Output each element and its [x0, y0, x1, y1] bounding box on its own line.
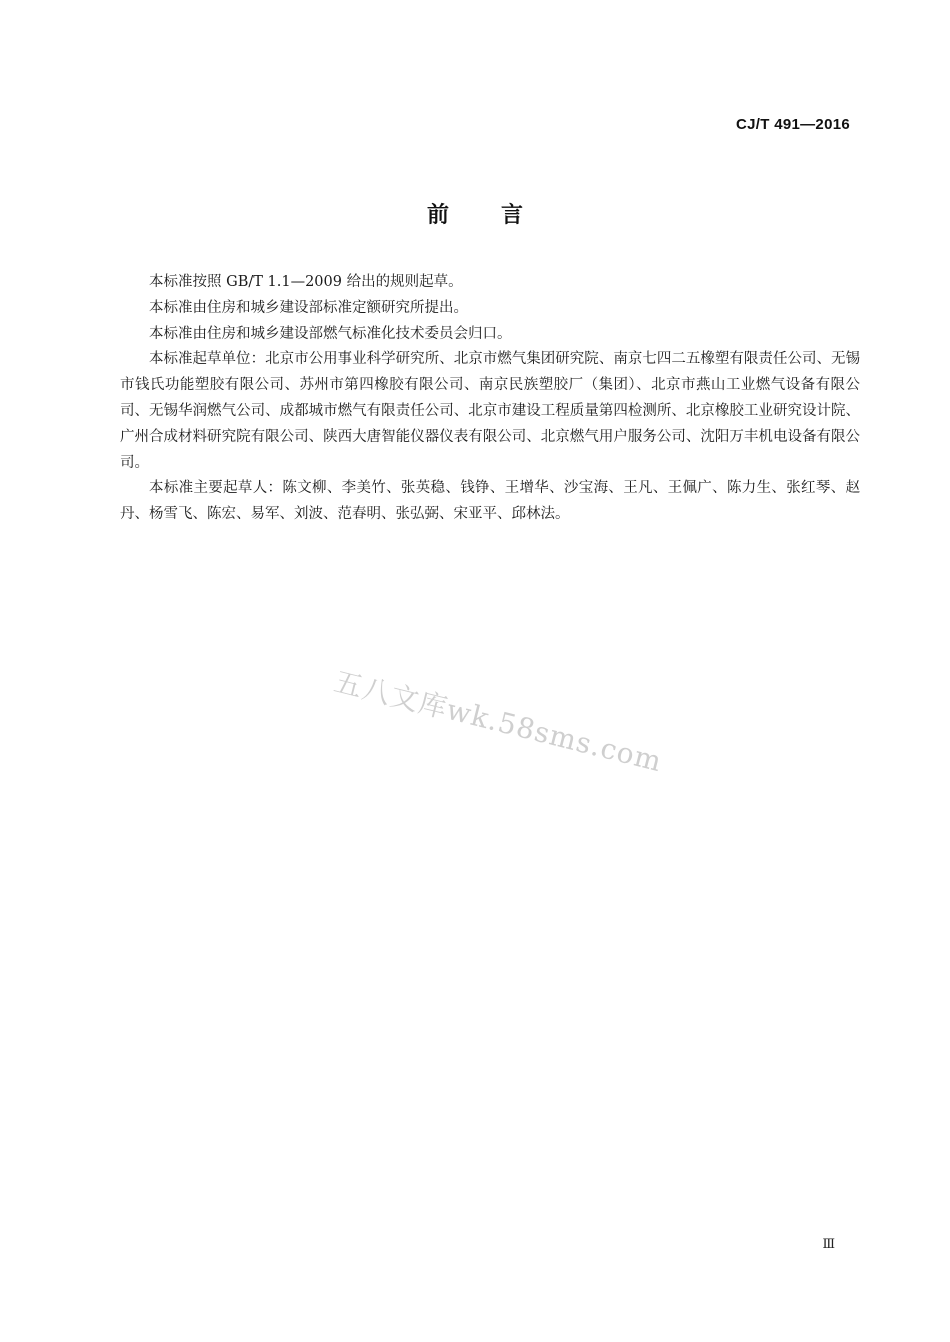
standard-code: CJ/T 491—2016 [736, 116, 850, 133]
paragraph-administrator: 本标准由住房和城乡建设部燃气标准化技术委员会归口。 [149, 325, 512, 342]
document-body [120, 270, 860, 528]
page-title: 前言 [426, 203, 575, 228]
paragraph-drafting-rules: 本标准按照 GB/T 1.1—2009 给出的规则起草。 [149, 274, 463, 290]
paragraph-drafters: 本标准主要起草人：陈文柳、李美竹、张英稳、钱铮、王增华、沙宝海、王凡、王佩广、陈力生、张红琴、赵丹、杨雪飞、陈宏、易军、刘波、范春明、张弘弼、宋亚平、邱林法。 [120, 480, 860, 523]
paragraph-drafting-units: 本标准起草单位：北京市公用事业科学研究所、北京市燃气集团研究院、南京七四二五橡塑有限责任公司、无锡市钱氏功能塑胶有限公司、苏州市第四橡胶有限公司、南京民族塑胶厂（集团）、北京市燕山工业燃气设备有限公司、无锡华润燃气公司、成都城市燃气有限责任公司、北京市建设工程质量第四检测所、北京橡胶工业研究设计院、广州合成材料研究院有限公司、陕西大唐智能仪器仪表有限公司、北京燃气用户服务公司、沈阳万丰机电设备有限公司。 [120, 351, 860, 471]
page-number: Ⅲ [822, 1237, 835, 1252]
paragraph-proposer: 本标准由住房和城乡建设部标准定额研究所提出。 [149, 299, 468, 316]
watermark: 五八文库wk.58sms.com [330, 664, 666, 779]
